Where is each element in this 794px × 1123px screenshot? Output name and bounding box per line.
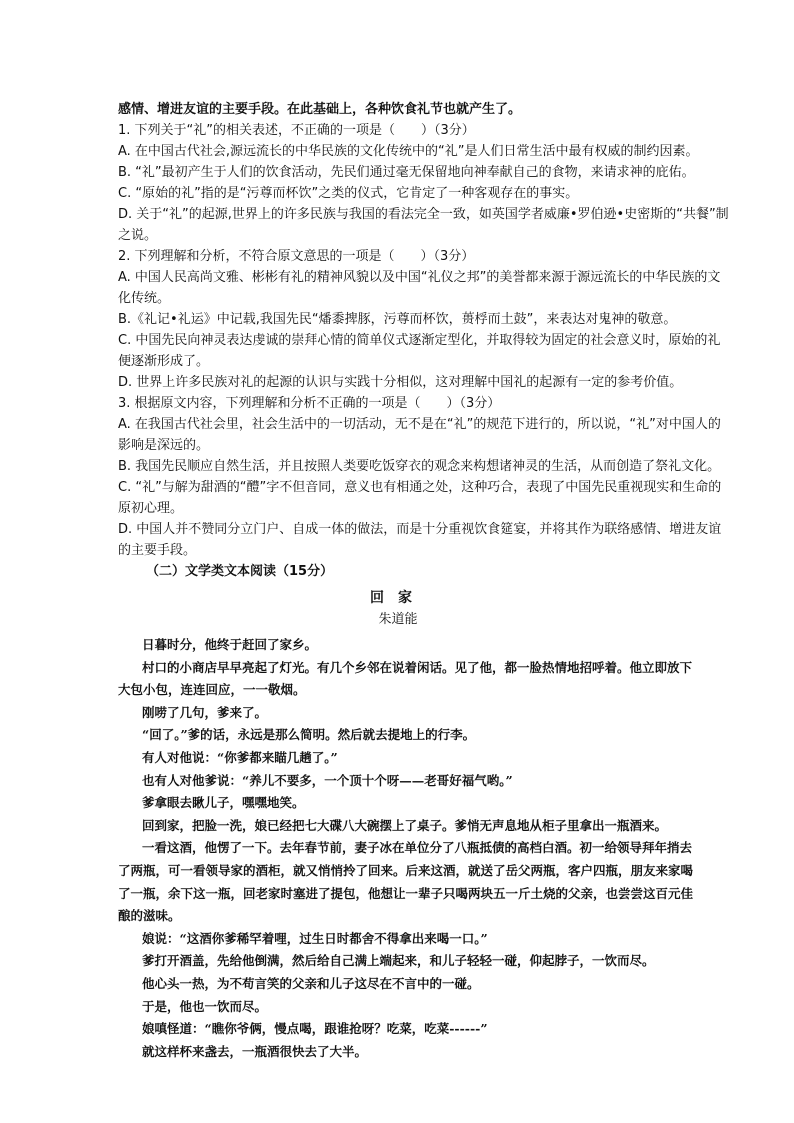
story-line: 刚唠了几句，爹来了。 bbox=[142, 704, 268, 720]
q1-option-a: A. 在中国古代社会,源远流长的中华民族的文化传统中的“礼”是人们日常生活中最有权威的制约因素。 bbox=[118, 144, 699, 159]
q2-option-c: C. 中国先民向神灵表达虔诚的崇拜心情的简单仪式逐渐定型化，并取得较为固定的社会意义时，原始的礼 bbox=[118, 333, 721, 348]
q3-option-b: B. 我国先民顺应自然生活，并且按照人类要吃饭穿衣的观念来构想诸神灵的生活，从而创造了祭礼文化。 bbox=[118, 459, 721, 474]
q1-option-d: D. 关于“礼”的起源,世界上的许多民族与我国的看法完全一致，如英国学者威廉•罗伯逊•史密斯的“共餐”制 bbox=[118, 207, 729, 222]
story-line: 村口的小商店早早亮起了灯光。有几个乡邻在说着闲话。见了他，都一脸热情地招呼着。他立即放下 bbox=[142, 659, 693, 675]
story-line: 爹打开酒盖，先给他倒满，然后给自己满上端起来，和儿子轻轻一碰，仰起脖子，一饮而尽。 bbox=[142, 953, 655, 969]
q1-option-c: C. “原始的礼”指的是“污尊而杯饮”之类的仪式，它肯定了一种客观存在的事实。 bbox=[118, 186, 579, 201]
q2-option-d: D. 世界上许多民族对礼的起源的认识与实践十分相似，这对理解中国礼的起源有一定的参考价值。 bbox=[118, 375, 683, 390]
story-line: 娘嗔怪道：“瞧你爷俩，慢点喝，跟谁抢呀？吃菜，吃菜------” bbox=[142, 1021, 488, 1037]
section-heading: （二）文学类文本阅读（15分） bbox=[146, 564, 334, 579]
q2-option-c-cont: 便逐渐形成了。 bbox=[118, 354, 210, 369]
story-author: 朱道能 bbox=[378, 612, 418, 627]
intro-tail: 感情、增进友谊的主要手段。在此基础上，各种饮食礼节也就产生了。 bbox=[118, 102, 522, 117]
q2-option-a-cont: 化传统。 bbox=[118, 291, 171, 306]
q1-option-d-cont: 之说。 bbox=[118, 228, 158, 243]
q1-option-b: B. “礼”最初产生于人们的饮食活动，先民们通过毫无保留地向神奉献自己的食物，来请求神的庇佑。 bbox=[118, 165, 695, 180]
q3-option-d-cont: 的主要手段。 bbox=[118, 543, 197, 558]
story-line: 就这样杯来盏去，一瓶酒很快去了大半。 bbox=[142, 1043, 368, 1059]
story-line: 也有人对他爹说：“养儿不要多，一个顶十个呀——老哥好福气哟。” bbox=[142, 772, 513, 788]
story-line: 娘说：“这酒你爹稀罕着哩，过生日时都舍不得拿出来喝一口。” bbox=[142, 930, 488, 946]
text-column bbox=[118, 99, 729, 1063]
story-title: 回家 bbox=[370, 590, 426, 606]
story-line: 大包小包，连连回应，一一敬烟。 bbox=[118, 682, 306, 698]
q3-option-c-cont: 原初心理。 bbox=[118, 501, 184, 516]
q2-option-b: B.《礼记•礼运》中记载,我国先民“燔黍捭豚，污尊而杯饮，蒉桴而土鼓”，来表达对鬼神的敬意。 bbox=[118, 312, 677, 327]
q3-option-a-cont: 影响是深远的。 bbox=[118, 438, 210, 453]
q1-stem: 1. 下列关于“礼”的相关表述，不正确的一项是（ ）（3分） bbox=[118, 123, 475, 138]
q2-option-a: A. 中国人民高尚文雅、彬彬有礼的精神风貌以及中国“礼仪之邦”的美誉都来源于源远流长的中华民族的文 bbox=[118, 270, 721, 285]
story-line: 回到家，把脸一洗，娘已经把七大碟八大碗摆上了桌子。爹悄无声息地从柜子里拿出一瓶酒来。 bbox=[142, 817, 668, 833]
story-line: 日暮时分，他终于赶回了家乡。 bbox=[142, 637, 318, 652]
q3-option-d: D. 中国人并不赞同分立门户、自成一体的做法，而是十分重视饮食筵宴，并将其作为联络感情、增进友谊 bbox=[118, 522, 722, 537]
story-line: 了两瓶，可一看领导家的酒柜，就又悄悄拎了回来。后来这酒，就送了岳父两瓶，客户四瓶，朋友来家喝 bbox=[118, 862, 694, 878]
story-line: “回了。”爹的话，永远是那么简明。然后就去提地上的行李。 bbox=[142, 727, 476, 743]
story-body bbox=[118, 634, 694, 1063]
q3-stem: 3. 根据原文内容，下列理解和分析不正确的一项是（ ）（3分） bbox=[118, 396, 501, 411]
story-line: 爹拿眼去瞅儿子，嘿嘿地笑。 bbox=[142, 795, 305, 811]
q2-stem: 2. 下列理解和分析，不符合原文意思的一项是（ ）（3分） bbox=[118, 249, 475, 264]
q3-option-c: C. “礼”与解为甜酒的“醴”字不但音同，意义也有相通之处，这种巧合，表现了中国先民重视现实和生命的 bbox=[118, 480, 722, 495]
story-line: 于是，他也一饮而尽。 bbox=[142, 998, 268, 1014]
q3-option-a: A. 在我国古代社会里，社会生活中的一切活动，无不是在“礼”的规范下进行的，所以说，“礼”对中国人的 bbox=[118, 417, 721, 432]
story-line: 他心头一热，为不苟言笑的父亲和儿子这尽在不言中的一碰。 bbox=[142, 975, 480, 991]
story-line: 有人对他说：“你爹都来瞄几趟了。” bbox=[142, 749, 338, 765]
story-line: 酿的滋味。 bbox=[118, 908, 181, 924]
story-line: 一看这酒，他愣了一下。去年春节前，妻子冰在单位分了八瓶抵债的高档白酒。初一给领导拜年捎去 bbox=[142, 840, 693, 856]
story-line: 了一瓶，余下这一瓶，回老家时塞进了提包，他想让一辈子只喝两块五一斤土烧的父亲，也尝尝这百元佳 bbox=[118, 885, 694, 901]
